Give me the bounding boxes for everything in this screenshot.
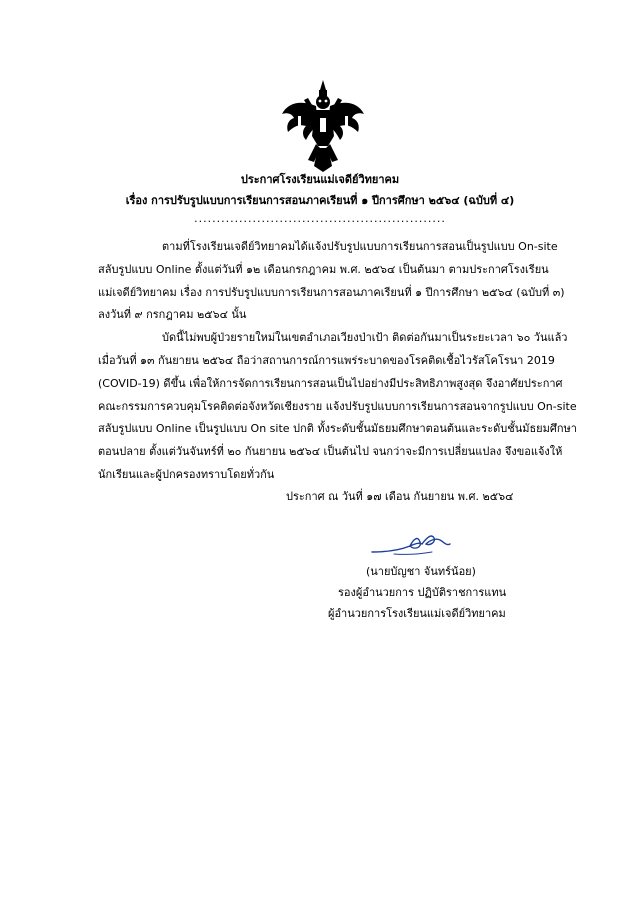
body-line: ตอนปลาย ตั้งแต่วันจันทร์ที่ ๒๐ กันยายน ๒๕๖๔ เป็นต้นไป จนกว่าจะมีการเปลี่ยนแปลง จึงขอแจ้งให้	[98, 445, 563, 458]
signer-name: (นายบัญชา จันทร์น้อย)	[366, 565, 476, 578]
subject-line: เรื่อง การปรับรูปแบบการเรียนการสอนภาคเรียนที่ ๑ ปีการศึกษา ๒๕๖๔ (ฉบับที่ ๔)	[125, 194, 515, 207]
body-line: นักเรียนและผู้ปกครองทราบโดยทั่วกัน	[98, 468, 275, 481]
body-line: ตามที่โรงเรียนเจดีย์วิทยาคมได้แจ้งปรับรูปแบบการเรียนการสอนเป็นรูปแบบ On-site	[162, 240, 558, 253]
body-line: เมื่อวันที่ ๑๓ กันยายน ๒๕๖๔ ถือว่าสถานการณ์การแพร่ระบาดของโรคติดเชื้อไวรัสโคโรนา 2019	[98, 354, 555, 367]
body-line: บัดนี้ไม่พบผู้ป่วยรายใหม่ในเขตอำเภอเวียงป่าเป้า ติดต่อกันมาเป็นระยะเวลา ๖๐ วันแล้ว	[162, 331, 568, 344]
body-line: สลับรูปแบบ Online เป็นรูปแบบ On site ปกติ ทั้งระดับชั้นมัธยมศึกษาตอนต้นและระดับชั้นมัธยมศึกษา	[98, 422, 577, 435]
body-line: (COVID-19) ดีขึ้น เพื่อให้การจัดการเรียนการสอนเป็นไปอย่างมีประสิทธิภาพสูงสุด จึงอาศัยประกาศ	[98, 377, 563, 390]
garuda-emblem-icon	[282, 80, 364, 172]
school-title: ประกาศโรงเรียนแม่เจดีย์วิทยาคม	[240, 173, 400, 186]
announced-date: ประกาศ ณ วันที่ ๑๗ เดือน กันยายน พ.ศ. ๒๕๖๔	[286, 490, 514, 503]
signature-mark	[370, 528, 460, 558]
body-line: ลงวันที่ ๙ กรกฎาคม ๒๕๖๔ นั้น	[98, 308, 247, 321]
body-line: แม่เจดีย์วิทยาคม เรื่อง การปรับรูปแบบการเรียนการสอนภาคเรียนที่ ๑ ปีการศึกษา ๒๕๖๔ (ฉบับที่ ๓)	[98, 286, 565, 299]
dotted-rule: ........................................................	[194, 212, 446, 225]
body-line: คณะกรรมการควบคุมโรคติดต่อจังหวัดเชียงราย แจ้งปรับรูปแบบการเรียนการสอนจากรูปแบบ On-site	[98, 400, 577, 413]
body-line: สลับรูปแบบ Online ตั้งแต่วันที่ ๑๒ เดือนกรกฎาคม พ.ศ. ๒๕๖๔ เป็นต้นมา ตามประกาศโรงเรียน	[98, 263, 549, 276]
signer-role-2: ผู้อำนวยการโรงเรียนแม่เจดีย์วิทยาคม	[328, 607, 506, 620]
signer-role-1: รองผู้อำนวยการ ปฏิบัติราชการแทน	[338, 586, 507, 599]
